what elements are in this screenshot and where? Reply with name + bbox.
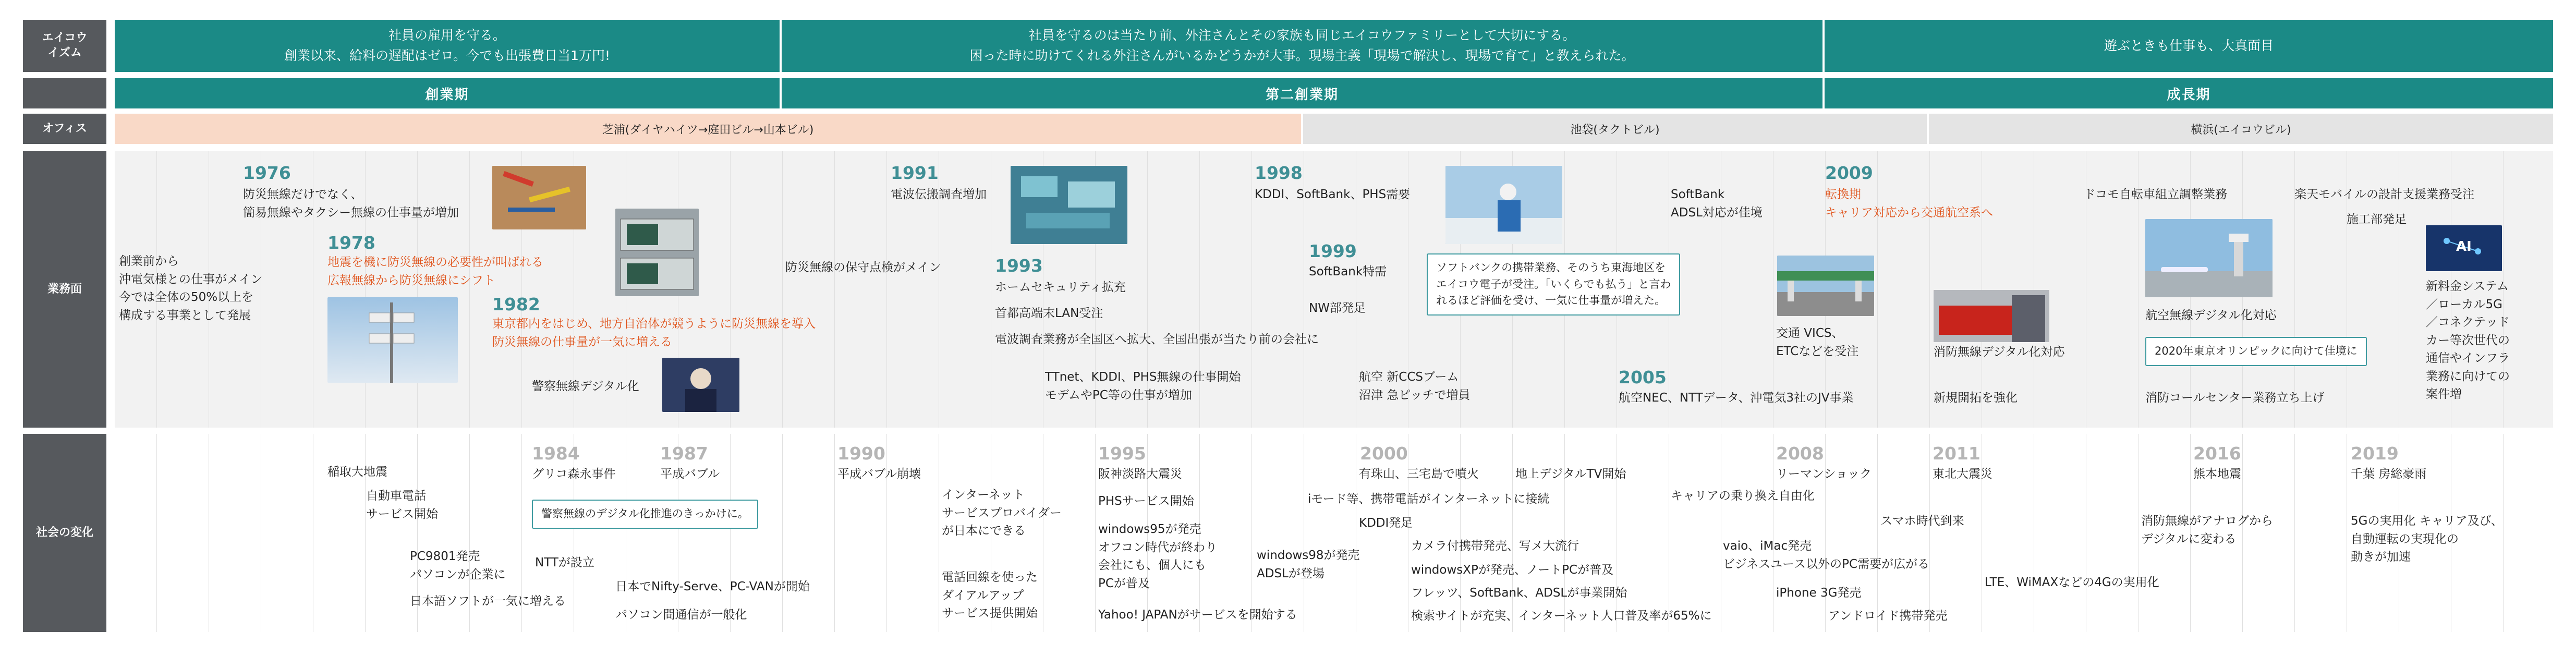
gridline: [782, 151, 783, 428]
year-1982: 1982: [492, 294, 540, 314]
society-win98: windows98が発売 ADSLが登場: [1257, 549, 1360, 580]
photo-fire-truck: [1934, 290, 2049, 342]
photo-tools: [492, 166, 586, 229]
society-kobe: 阪神淡路大震災: [1098, 467, 1182, 481]
year-1998: 1998: [1255, 163, 1303, 183]
business-2009: 転換期 キャリア対応から交通航空系へ: [1825, 188, 1993, 220]
society-jsoft: 日本語ソフトが一気に増える: [410, 595, 566, 608]
society-nifty: 日本でNifty-Serve、PC-VANが開始: [615, 580, 810, 593]
business-1978: 地震を機に防災無線の必要性が叫ばれる 広報無線から防災無線にシフト: [327, 256, 543, 287]
business-survey: 電波調査業務が全国区へ拡大、全国出張が当たり前の会社に: [995, 333, 1319, 346]
business-1999: SoftBank特需: [1309, 265, 1387, 278]
society-camera-phone: カメラ付携帯発売、写メ大流行: [1411, 539, 1579, 553]
year-1999: 1999: [1309, 241, 1357, 261]
row-label-era: [23, 78, 106, 108]
photo-speaker-tower: [327, 297, 458, 383]
society-glico: グリコ森永事件: [532, 467, 616, 481]
society-tohoku: 東北大震災: [1933, 467, 1992, 481]
society-lte: LTE、WiMAXなどの4Gの実用化: [1985, 576, 2159, 589]
society-eruption: 有珠山、三宅島で噴火: [1359, 467, 1479, 481]
gridline: [1929, 434, 1930, 632]
photo-etc-gate: [1777, 256, 1874, 316]
year-1995: 1995: [1098, 443, 1146, 464]
office-yokohama: 横浜(エイコウビル): [1929, 114, 2553, 144]
gridline: [1564, 434, 1565, 632]
business-ccs: 航空 新CCSブーム 沼津 急ピッチで増員: [1359, 370, 1471, 402]
business-aviation: 航空無線デジタル化対応: [2145, 309, 2277, 322]
business-vics: 交通 VICS、 ETCなどを受注: [1776, 326, 1859, 358]
gridline: [730, 434, 731, 632]
philosophy-founding: 社員の雇用を守る。 創業以来、給料の遅配はゼロ。今でも出張費日当1万円!: [115, 20, 780, 72]
year-1991: 1991: [891, 163, 939, 183]
society-carrier: キャリアの乗り換え自由化: [1671, 489, 1815, 503]
society-digital-tv: 地上デジタルTV開始: [1515, 467, 1626, 481]
row-label-philosophy: エイコウ イズム: [23, 20, 106, 72]
business-new-dev: 新規開拓を強化: [1934, 391, 2018, 405]
society-iphone: iPhone 3G発売: [1776, 586, 1862, 600]
callout-olympic: 2020年東京オリンピックに向けて佳境に: [2145, 337, 2367, 366]
society-imode: iモード等、携帯電話がインターネットに接続: [1308, 492, 1550, 506]
business-2005: 航空NEC、NTTデータ、沖電気3社のJV事業: [1619, 391, 1854, 405]
era-growth: 成長期: [1825, 78, 2553, 108]
society-kumamoto: 熊本地震: [2193, 467, 2241, 481]
society-yahoo: Yahoo! JAPANがサービスを開始する: [1098, 608, 1297, 622]
photo-circuit: [1011, 166, 1127, 244]
photo-ai: [2426, 225, 2502, 271]
society-inatori: 稲取大地震: [327, 465, 387, 479]
gridline: [469, 151, 470, 428]
society-flets: フレッツ、SoftBank、ADSLが事業開始: [1411, 586, 1627, 600]
society-pc-comm: パソコン間通信が一般化: [615, 608, 747, 622]
philosophy-second: 社員を守るのは当たり前、外注さんとその家族も同じエイコウファミリーとして大切にする。 困った時に助けてくれる外注さんがいるかどうかが大事。現場主義「現場で解決し、現場で育て」と教えられた。: [782, 20, 1822, 72]
society-carphone: 自動車電話 サービス開始: [366, 489, 438, 521]
office-ikebukuro: 池袋(タクトビル): [1303, 114, 1927, 144]
year-2008: 2008: [1776, 443, 1824, 464]
business-1993: ホームセキュリティ拡充: [995, 281, 1126, 294]
year-1987: 1987: [660, 443, 708, 464]
gridline: [2294, 434, 2295, 632]
gridline: [1251, 434, 1252, 632]
society-smartphone: スマホ時代到来: [1880, 514, 1964, 528]
society-5g: 5Gの実用化 キャリア及び、 自動運転の実現化の 動きが加速: [2351, 514, 2503, 564]
society-kddi: KDDI発足: [1359, 516, 1413, 530]
gridline: [1512, 434, 1513, 632]
photo-tower-worker: [1445, 166, 1562, 244]
business-fire-digital: 消防無線デジタル化対応: [1934, 345, 2065, 359]
business-adsl: SoftBank ADSL対応が佳境: [1671, 188, 1763, 220]
society-pc9801: PC9801発売 パソコンが企業に: [410, 550, 506, 581]
business-1998: KDDI、SoftBank、PHS需要: [1255, 188, 1411, 201]
society-vaio: vaio、iMac発売 ビジネスユース以外のPC需要が広がる: [1723, 539, 1930, 571]
gridline: [1877, 434, 1878, 632]
year-2016: 2016: [2193, 443, 2241, 464]
gridline: [834, 434, 835, 632]
society-android: アンドロイド携帯発売: [1828, 609, 1948, 623]
business-1991: 電波伝搬調査増加: [891, 188, 987, 201]
era-second-founding: 第二創業期: [782, 78, 1822, 108]
year-2019: 2019: [2351, 443, 2399, 464]
business-ttnet: TTnet、KDDI、PHS無線の仕事開始 モデムやPC等の仕事が増加: [1045, 370, 1241, 402]
photo-police: [662, 358, 739, 412]
business-docomo: ドコモ自転車組立調整業務: [2084, 188, 2228, 201]
business-lan: 首都高端末LAN受注: [995, 307, 1103, 320]
society-search: 検索サイトが充実、インターネット人口普及率が65%に: [1411, 609, 1712, 623]
society-win95: windows95が発売 オフコン時代が終わり 会社にも、個人にも PCが普及: [1098, 523, 1218, 590]
business-rakuten: 楽天モバイルの設計支援業務受注: [2294, 188, 2474, 201]
society-analog-digital: 消防無線がアナログから デジタルに変わる: [2141, 514, 2273, 546]
office-shibaura: 芝浦(ダイヤハイツ→庭田ビル→山本ビル): [115, 114, 1301, 144]
gridline: [782, 434, 783, 632]
gridline: [2503, 434, 2504, 632]
gridline: [156, 434, 157, 632]
row-label-society: 社会の変化: [23, 434, 106, 632]
photo-oscilloscope: [615, 209, 699, 296]
photo-ai-caption: AI: [2456, 239, 2472, 254]
gridline: [886, 151, 887, 428]
year-2009: 2009: [1825, 163, 1873, 183]
business-construction: 施工部発足: [2347, 213, 2407, 226]
society-chiba: 千葉 房総豪雨: [2351, 467, 2427, 481]
society-ntt: NTTが設立: [535, 556, 594, 569]
society-bubble-burst: 平成バブル崩壊: [837, 467, 921, 481]
philosophy-growth: 遊ぶときも仕事も、大真面目: [1825, 20, 2553, 72]
society-dialup: 電話回線を使った ダイアルアップ サービス提供開始: [942, 571, 1038, 620]
callout-glico: 警察無線のデジタル化推進のきっかけに。: [532, 500, 758, 529]
business-1976: 防災無線だけでなく、 簡易無線やタクシー無線の仕事量が増加: [243, 188, 459, 220]
year-1978: 1978: [327, 233, 375, 253]
gridline: [1460, 434, 1461, 632]
gridline: [886, 434, 887, 632]
year-2000: 2000: [1360, 443, 1408, 464]
business-nw-dept: NW部発足: [1309, 301, 1366, 315]
business-next-gen: 新料金システム ／ローカル5G ／コネクテッド カー等次世代の 通信やインフラ 業務に向けての 案件増: [2426, 280, 2510, 401]
gridline: [834, 151, 835, 428]
year-2005: 2005: [1619, 367, 1667, 387]
society-isp: インターネット サービスプロバイダー が日本にできる: [942, 488, 1062, 538]
gridline: [1825, 434, 1826, 632]
year-1984: 1984: [532, 443, 580, 464]
year-1976: 1976: [243, 163, 291, 183]
business-police-digital: 警察無線デジタル化: [532, 380, 639, 393]
society-winxp: windowsXPが発売、ノートPCが普及: [1411, 563, 1614, 577]
row-label-office: オフィス: [23, 114, 106, 144]
era-founding: 創業期: [115, 78, 780, 108]
gridline: [1095, 434, 1096, 632]
year-1990: 1990: [837, 443, 885, 464]
society-bubble: 平成バブル: [660, 467, 720, 481]
year-1993: 1993: [995, 256, 1043, 276]
business-maintenance: 防災無線の保守点検がメイン: [785, 261, 941, 274]
society-phs: PHSサービス開始: [1098, 494, 1194, 508]
row-label-business: 業務面: [23, 151, 106, 428]
business-call-center: 消防コールセンター業務立ち上げ: [2145, 391, 2325, 405]
photo-airport: [2145, 219, 2273, 297]
business-pre-founding: 創業前から 沖電気様との仕事がメイン 今では全体の50%以上を 構成する事業として発展: [119, 254, 263, 322]
society-lehman: リーマンショック: [1776, 467, 1872, 481]
year-2011: 2011: [1933, 443, 1980, 464]
callout-softbank: ソフトバンクの携帯業務、そのうち東海地区を エイコウ電子が受注。「いくらでも払う」と言わ れるほど評価を受け、一気に仕事量が増えた。: [1427, 253, 1680, 316]
business-1982: 東京都内をはじめ、地方自治体が競うように防災無線を導入 防災無線の仕事量が一気に増える: [492, 317, 816, 349]
gridline: [1251, 151, 1252, 428]
